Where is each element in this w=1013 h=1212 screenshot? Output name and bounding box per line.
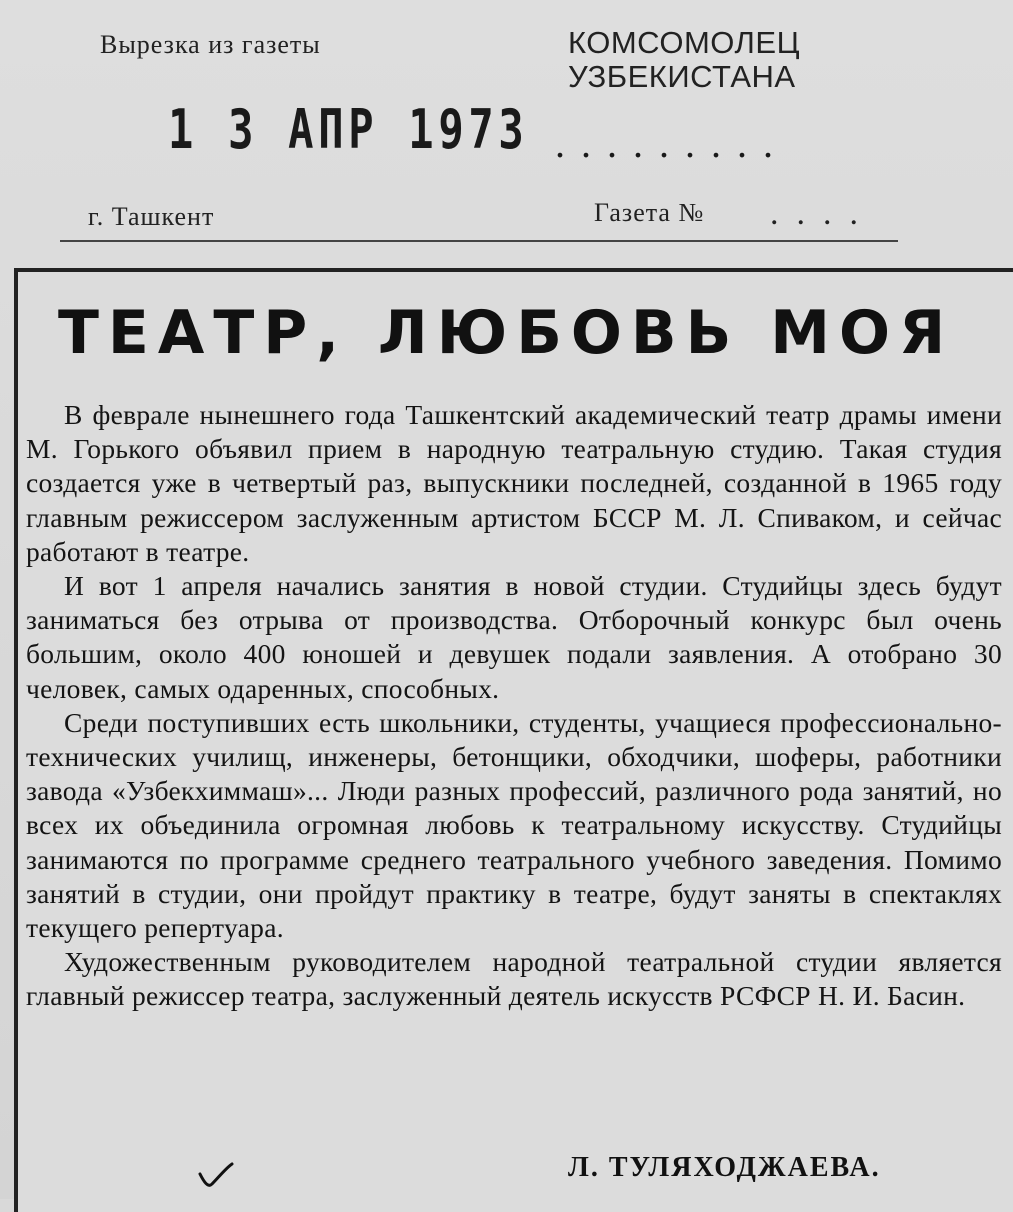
date-stamp: 1 3 АПР 1973 [168,98,529,161]
gazeta-number-label: Газета № [594,198,705,227]
article-paragraph-3: Среди поступивших есть школьники, студенты, учащиеся профессионально-технических училищ, инженеры, бетонщики, обходчики, шоферы, работники завода «Узбекхиммаш»... Люди разных профессий, различного рода занятий, но всех их объединила огромная любовь к театральному искусству. Студийцы занимаются по программе среднего театрального учебного заведения. Помимо занятий в студии, они пройдут практику в театре, будут заняты в спектаклях текущего репертуара. [26,706,1002,944]
clip-source-label: Вырезка из газеты [100,30,321,59]
city-label: г. Ташкент [88,202,215,231]
header-divider [60,240,898,242]
article-body [26,398,1002,1014]
date-stamp-dots: ......... [555,121,789,166]
article-paragraph-1: В феврале нынешнего года Ташкентский академический театр драмы имени М. Горького объявил прием в народную театральную студию. Такая студия создается уже в четвертый раз, выпускники последней, созданной в 1965 году главным режиссером заслуженным артистом БССР М. Л. Спиваком, и сейчас работают в театре. [26,399,1002,567]
newspaper-name [568,26,800,94]
newspaper-name-line2: УЗБЕКИСТАНА [568,59,796,94]
article-paragraph-2: И вот 1 апреля начались занятия в новой студии. Студийцы здесь будут заниматься без отрыва от производства. Отборочный конкурс был очень большим, около 400 юношей и девушек подали заявления. А отобрано 30 человек, самых одаренных, способных. [26,570,1002,704]
article-byline: Л. ТУЛЯХОДЖАЕВА. [568,1152,881,1183]
article-paragraph-4: Художественным руководителем народной театральной студии является главный режиссер театра, заслуженный деятель искусств РСФСР Н. И. Басин. [26,946,1002,1012]
article-headline: ТЕАТР, ЛЮБОВЬ МОЯ [58,298,955,368]
checkmark-icon [196,1160,246,1190]
newspaper-name-line1: КОМСОМОЛЕЦ [568,25,801,60]
gazeta-number-dots: .... [770,195,876,232]
